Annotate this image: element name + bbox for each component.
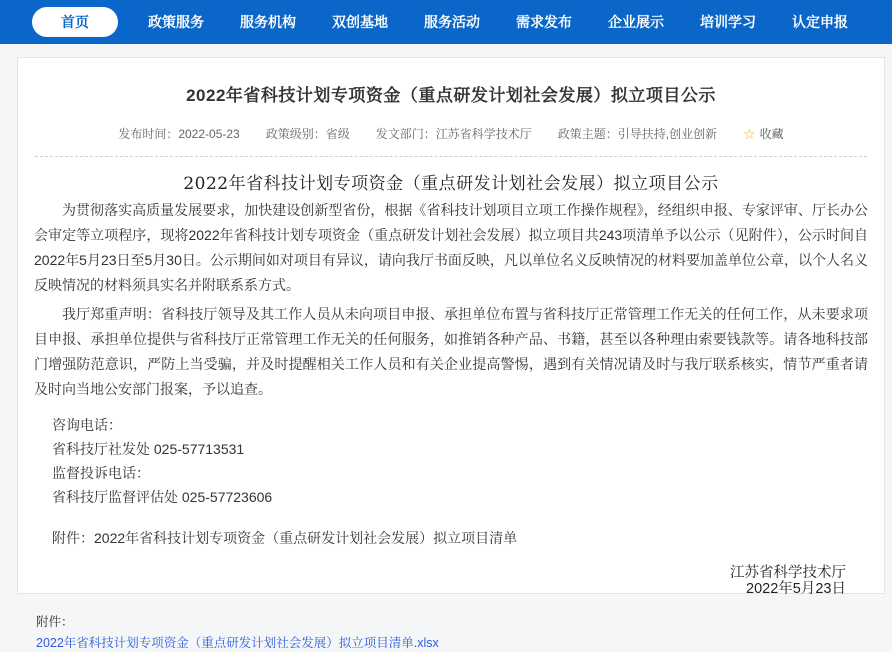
nav-item-service-activity[interactable]: 服务活动 — [424, 14, 480, 30]
signature-date: 2022年5月23日 — [746, 581, 846, 597]
meta-policy-topic: 政策主题：引导扶持,创业创新 — [557, 127, 718, 141]
favorite-button[interactable] — [743, 125, 784, 142]
dashed-divider — [35, 156, 867, 157]
nav-item-home[interactable]: 首页 — [32, 7, 118, 37]
article-meta-row — [18, 125, 884, 142]
attachment-reference-line: 附件：2022年省科技计划专项资金（重点研发计划社会发展）拟立项目清单 — [52, 530, 518, 546]
meta-publish-date: 发布时间：2022-05-23 — [118, 127, 240, 141]
nav-item-demand-publish[interactable]: 需求发布 — [516, 14, 572, 30]
paragraph-announcement: 为贯彻落实高质量发展要求，加快建设创新型省份，根据《省科技计划项目立项工作操作规程》，经组织申报、专家评审、厅长办公会审定等立项程序，现将2022年省科技计划专项资金（重点研发计划社会发展）拟立项目共243项清单予以公示（见附件），公示时间自2022年5月23日至5月30日。公示期间如对项目有异议，请向我厅书面反映，凡以单位名义反映情况的材料要加盖单位公章，以个人名义反映情况的材料须具实名并附联系系方式。 — [34, 202, 868, 293]
nav-item-training-study[interactable]: 培训学习 — [700, 14, 756, 30]
contact-block — [34, 413, 868, 509]
content-card — [17, 57, 885, 650]
document-title: 2022年省科技计划专项资金（重点研发计划社会发展）拟立项目公示 — [183, 174, 719, 194]
attachments-label: 附件： — [36, 615, 74, 629]
signature-organization: 江苏省科学技术厅 — [730, 565, 846, 581]
contact-inquiry-label: 咨询电话： — [52, 417, 122, 433]
meta-issuing-department: 发文部门：江苏省科学技术厅 — [375, 127, 532, 141]
top-navigation — [0, 0, 892, 44]
paragraph-declaration: 我厅郑重声明：省科技厅领导及其工作人员从未向项目申报、承担单位布置与省科技厅正常管理工作无关的任何工作，从未要求项目申报、承担单位提供与省科技厅正常管理工作无关的任何服务，如推销各种产品、书籍，甚至以各种理由索要钱款等。请各地科技部门增强防范意识，严防上当受骗，并及时提醒相关工作人员和有关企业提高警惕，遇到有关情况请及时与我厅联系核实，情节严重者请及时向当地公安部门报案，予以追查。 — [34, 306, 868, 397]
favorite-label: 收藏 — [759, 127, 784, 141]
nav-item-innovation-base[interactable]: 双创基地 — [332, 14, 388, 30]
signature-block — [34, 565, 868, 597]
nav-item-enterprise-display[interactable]: 企业展示 — [608, 14, 664, 30]
article-body — [18, 169, 884, 597]
meta-policy-level: 政策级别：省级 — [265, 127, 350, 141]
attachment-xlsx-link[interactable]: 2022年省科技计划专项资金（重点研发计划社会发展）拟立项目清单.xlsx — [36, 636, 439, 650]
page-title: 2022年省科技计划专项资金（重点研发计划社会发展）拟立项目公示 — [186, 86, 716, 105]
contact-inquiry-phone: 省科技厅社发处 025-57713531 — [52, 441, 245, 457]
star-icon: ☆ — [743, 125, 756, 142]
nav-item-policy-service[interactable]: 政策服务 — [148, 14, 204, 30]
attachments-section — [18, 608, 884, 652]
nav-item-certification-apply[interactable]: 认定申报 — [792, 14, 848, 30]
contact-supervision-phone: 省科技厅监督评估处 025-57723606 — [52, 489, 273, 505]
nav-item-service-agency[interactable]: 服务机构 — [240, 14, 296, 30]
contact-supervision-label: 监督投诉电话： — [52, 465, 150, 481]
